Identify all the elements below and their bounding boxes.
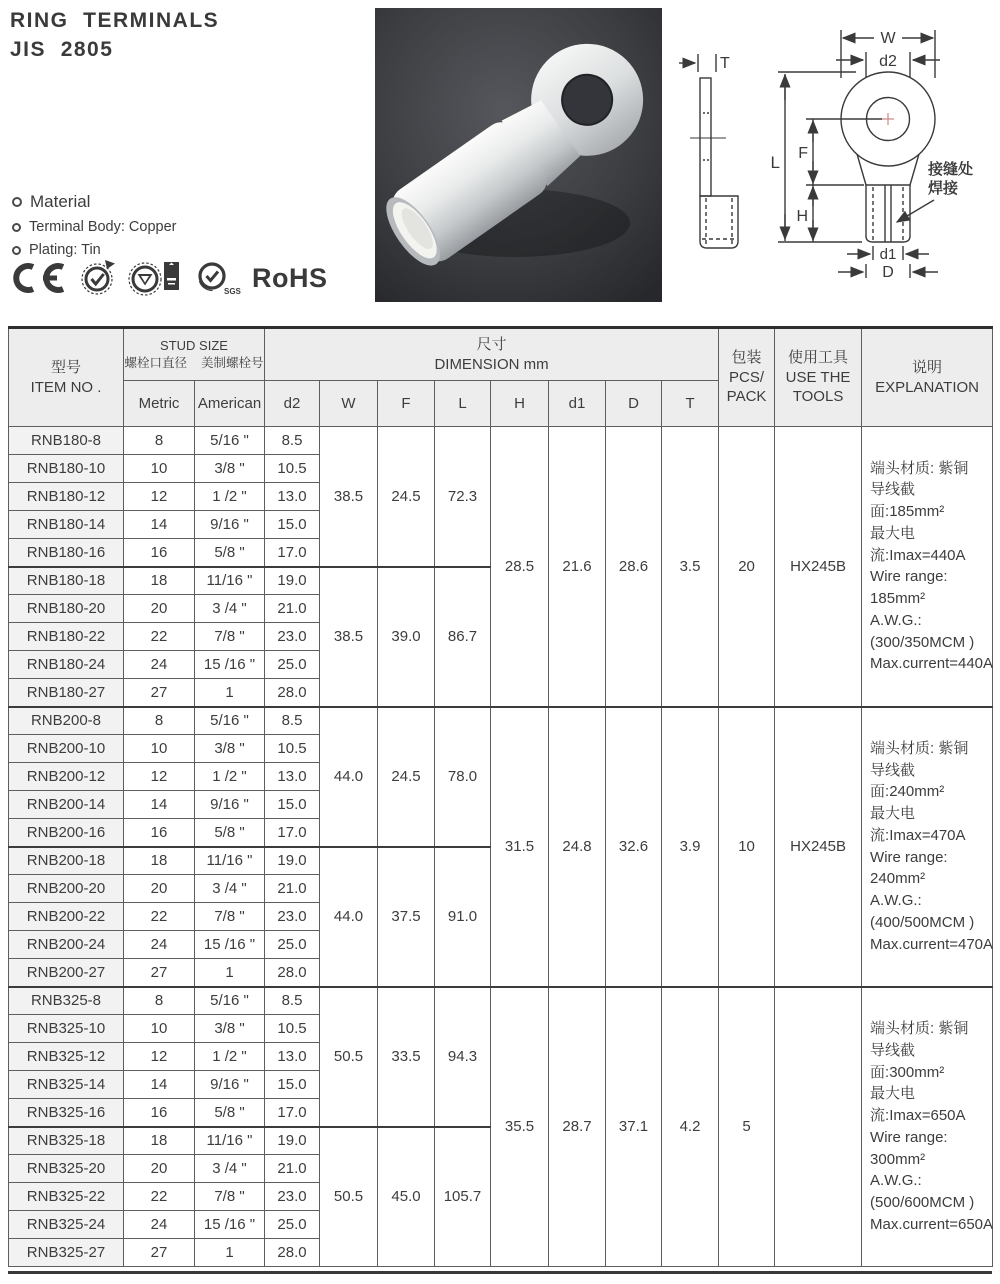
- explanation-en: EXPLANATION: [875, 378, 979, 396]
- cell-item: RNB200-20: [9, 875, 124, 903]
- tools-zh: 使用工具: [788, 349, 849, 367]
- cell-metric: 14: [124, 511, 195, 539]
- dim-label-f: F: [798, 145, 808, 162]
- cell-metric: 16: [124, 1099, 195, 1127]
- cell-item: RNB180-12: [9, 483, 124, 511]
- cell-metric: 10: [124, 1015, 195, 1043]
- cell-d1: 24.8: [549, 707, 606, 987]
- cell-tool: [775, 987, 862, 1267]
- cell-l: 78.0: [435, 707, 491, 847]
- cell-american: 3 /4 ": [195, 1155, 265, 1183]
- cell-h: 31.5: [491, 707, 549, 987]
- cell-w: 44.0: [320, 707, 378, 847]
- cell-american: 9/16 ": [195, 791, 265, 819]
- cell-d2: 23.0: [265, 623, 320, 651]
- cell-explanation: [862, 707, 993, 987]
- cell-metric: 24: [124, 1211, 195, 1239]
- cell-item: RNB180-20: [9, 595, 124, 623]
- cell-l: 86.7: [435, 567, 491, 707]
- cell-w: 50.5: [320, 1127, 378, 1267]
- cell-american: 3 /4 ": [195, 875, 265, 903]
- cell-item: RNB325-10: [9, 1015, 124, 1043]
- cell-f: 24.5: [378, 707, 435, 847]
- cell-american: 3 /4 ": [195, 595, 265, 623]
- col-explanation: [862, 328, 993, 427]
- col-metric: Metric: [124, 381, 195, 427]
- cell-metric: 22: [124, 623, 195, 651]
- cell-tool: HX245B: [775, 707, 862, 987]
- cell-item: RNB180-10: [9, 455, 124, 483]
- pack-en1: PCS/: [729, 368, 765, 386]
- cell-item: RNB200-12: [9, 763, 124, 791]
- cell-american: 11/16 ": [195, 567, 265, 595]
- cell-item: RNB325-16: [9, 1099, 124, 1127]
- explanation-line: 最大电流:Imax=440A: [870, 524, 966, 564]
- explanation-line: Max.current=470A: [870, 935, 994, 953]
- cell-d2: 13.0: [265, 483, 320, 511]
- bottom-divider: [8, 1271, 992, 1274]
- weld-note-line2: 焊接: [928, 180, 959, 197]
- cell-d2: 23.0: [265, 1183, 320, 1211]
- cell-metric: 24: [124, 651, 195, 679]
- cell-d2: 13.0: [265, 1043, 320, 1071]
- cell-d2: 15.0: [265, 791, 320, 819]
- cell-t: 4.2: [662, 987, 719, 1267]
- cell-d2: 25.0: [265, 931, 320, 959]
- col-h: H: [491, 381, 549, 427]
- explanation-line: 最大电流:Imax=470A: [870, 805, 966, 844]
- cell-item: RNB200-22: [9, 903, 124, 931]
- cell-item: RNB180-18: [9, 567, 124, 595]
- cell-metric: 24: [124, 931, 195, 959]
- cell-metric: 14: [124, 791, 195, 819]
- pack-en2: PACK: [726, 388, 767, 406]
- sgs-check-badge-icon: [193, 258, 241, 298]
- cell-w: 44.0: [320, 847, 378, 987]
- col-d: D: [606, 381, 662, 427]
- cell-american: 9/16 ": [195, 1071, 265, 1099]
- material-item-row: [12, 219, 177, 235]
- dimension-en: DIMENSION mm: [434, 355, 549, 373]
- cell-metric: 16: [124, 539, 195, 567]
- cell-item: RNB180-14: [9, 511, 124, 539]
- cell-f: 37.5: [378, 847, 435, 987]
- dimension-diagram-drawing: [676, 8, 994, 300]
- cell-item: RNB180-16: [9, 539, 124, 567]
- cell-american: 5/8 ": [195, 539, 265, 567]
- ring-terminal-photo-icon: [375, 8, 662, 302]
- cell-dd: 37.1: [606, 987, 662, 1267]
- dim-label-h: H: [796, 208, 808, 225]
- dim-label-t: T: [720, 55, 730, 72]
- explanation-line: 端头材质: 紫铜: [870, 1020, 969, 1037]
- cell-d2: 21.0: [265, 875, 320, 903]
- explanation-line: A.W.G.: (500/600MCM ): [870, 1172, 975, 1211]
- cell-metric: 20: [124, 1155, 195, 1183]
- cell-d2: 17.0: [265, 539, 320, 567]
- cell-item: RNB200-27: [9, 959, 124, 987]
- col-w: W: [320, 381, 378, 427]
- cell-american: 5/16 ": [195, 987, 265, 1015]
- cell-l: 72.3: [435, 427, 491, 567]
- col-use-tools: [775, 328, 862, 427]
- cell-h: 35.5: [491, 987, 549, 1267]
- cell-item: RNB180-24: [9, 651, 124, 679]
- cell-metric: 18: [124, 847, 195, 875]
- cell-american: 5/16 ": [195, 707, 265, 735]
- tools-en2: TOOLS: [792, 388, 844, 406]
- cell-american: 9/16 ": [195, 511, 265, 539]
- explanation-line: 端头材质: 紫铜: [870, 459, 969, 477]
- cell-item: RNB325-12: [9, 1043, 124, 1071]
- stud-zh-metric: 螺栓口直径: [124, 355, 187, 370]
- cell-item: RNB180-8: [9, 427, 124, 455]
- cell-american: 1 /2 ": [195, 1043, 265, 1071]
- cell-american: 3/8 ": [195, 455, 265, 483]
- cell-d2: 17.0: [265, 819, 320, 847]
- explanation-line: Wire range: 240mm²: [870, 848, 948, 888]
- bullet-icon: [12, 223, 21, 232]
- cell-metric: 12: [124, 1043, 195, 1071]
- cell-item: RNB325-22: [9, 1183, 124, 1211]
- cell-d2: 25.0: [265, 651, 320, 679]
- material-list: [12, 192, 177, 265]
- explanation-line: 导线截面:300mm²: [870, 1041, 945, 1081]
- cell-dd: 28.6: [606, 427, 662, 707]
- title-line2: JIS 2805: [10, 38, 114, 62]
- col-pcs-pack: [719, 328, 775, 427]
- cell-d2: 21.0: [265, 595, 320, 623]
- col-item-no: [9, 328, 124, 427]
- material-item: Terminal Body: Copper: [29, 219, 177, 235]
- cell-item: RNB200-18: [9, 847, 124, 875]
- cell-tool: HX245B: [775, 427, 862, 707]
- cell-explanation: [862, 987, 993, 1267]
- cell-d1: 21.6: [549, 427, 606, 707]
- explanation-line: Max.current=650A: [870, 1215, 994, 1233]
- cell-d2: 25.0: [265, 1211, 320, 1239]
- cell-t: 3.9: [662, 707, 719, 987]
- cell-d2: 13.0: [265, 763, 320, 791]
- cell-metric: 8: [124, 987, 195, 1015]
- ukas-quality-badge-icon: [128, 258, 182, 298]
- cell-d2: 28.0: [265, 959, 320, 987]
- cell-pcs: 20: [719, 427, 775, 707]
- material-header: Material: [30, 192, 91, 211]
- dim-label-d2: d2: [879, 53, 897, 70]
- title-line1: RING TERMINALS: [10, 9, 220, 32]
- col-f: F: [378, 381, 435, 427]
- cell-l: 91.0: [435, 847, 491, 987]
- page-header: [0, 0, 1000, 326]
- product-photo: [375, 8, 662, 302]
- cell-american: 15 /16 ": [195, 1211, 265, 1239]
- cell-metric: 20: [124, 595, 195, 623]
- cell-american: 1: [195, 679, 265, 707]
- cell-item: RNB325-18: [9, 1127, 124, 1155]
- cell-metric: 22: [124, 1183, 195, 1211]
- dimension-zh: 尺寸: [476, 336, 507, 353]
- stud-zh-american: 美制螺栓号: [201, 355, 264, 370]
- explanation-line: Wire range: 185mm²: [870, 568, 948, 607]
- explanation-line: 导线截面:240mm²: [870, 761, 945, 801]
- page-title: [10, 6, 219, 65]
- cell-metric: 14: [124, 1071, 195, 1099]
- cell-d2: 10.5: [265, 1015, 320, 1043]
- cell-d2: 8.5: [265, 987, 320, 1015]
- cell-american: 3/8 ": [195, 1015, 265, 1043]
- material-header-row: [12, 192, 177, 212]
- cell-item: RNB200-16: [9, 819, 124, 847]
- cell-metric: 12: [124, 483, 195, 511]
- cell-item: RNB180-22: [9, 623, 124, 651]
- cell-metric: 8: [124, 707, 195, 735]
- item-header-zh: 型号: [50, 359, 81, 376]
- table-row: [9, 427, 993, 455]
- cell-w: 38.5: [320, 427, 378, 567]
- cell-d2: 17.0: [265, 1099, 320, 1127]
- sgs-label: SGS: [224, 287, 241, 296]
- dim-label-w: W: [880, 30, 896, 47]
- cell-american: 15 /16 ": [195, 651, 265, 679]
- col-group-stud-size: [124, 328, 265, 381]
- cell-american: 5/8 ": [195, 1099, 265, 1127]
- cell-item: RNB325-14: [9, 1071, 124, 1099]
- col-american: American: [195, 381, 265, 427]
- cell-d2: 10.5: [265, 735, 320, 763]
- table-row: [9, 987, 993, 1015]
- explanation-line: Max.current=440A: [870, 655, 994, 673]
- table-body: [9, 427, 993, 1267]
- cell-american: 11/16 ": [195, 847, 265, 875]
- explanation-line: Wire range: 300mm²: [870, 1128, 948, 1168]
- ce-mark-icon: [8, 261, 68, 295]
- cell-american: 3/8 ": [195, 735, 265, 763]
- cell-metric: 10: [124, 735, 195, 763]
- cell-f: 39.0: [378, 567, 435, 707]
- cell-metric: 22: [124, 903, 195, 931]
- bullet-icon: [12, 197, 22, 207]
- dim-label-l: L: [770, 153, 780, 172]
- tools-en1: USE THE: [785, 368, 851, 386]
- cell-item: RNB325-8: [9, 987, 124, 1015]
- dimension-diagram: [676, 8, 994, 305]
- cell-item: RNB180-27: [9, 679, 124, 707]
- cell-l: 105.7: [435, 1127, 491, 1267]
- cell-h: 28.5: [491, 427, 549, 707]
- cell-f: 45.0: [378, 1127, 435, 1267]
- cell-d2: 21.0: [265, 1155, 320, 1183]
- cell-d2: 8.5: [265, 707, 320, 735]
- cell-dd: 32.6: [606, 707, 662, 987]
- cell-american: 15 /16 ": [195, 931, 265, 959]
- cell-d2: 10.5: [265, 455, 320, 483]
- cell-metric: 8: [124, 427, 195, 455]
- col-d1: d1: [549, 381, 606, 427]
- cell-metric: 18: [124, 567, 195, 595]
- cell-american: 7/8 ": [195, 903, 265, 931]
- explanation-line: 端头材质: 紫铜: [870, 739, 969, 757]
- certification-logos: [8, 256, 328, 300]
- cell-american: 7/8 ": [195, 623, 265, 651]
- cell-d2: 19.0: [265, 847, 320, 875]
- col-t: T: [662, 381, 719, 427]
- cell-metric: 16: [124, 819, 195, 847]
- dim-label-d: D: [882, 264, 894, 281]
- cell-l: 94.3: [435, 987, 491, 1127]
- bullet-icon: [12, 246, 21, 255]
- cell-d2: 23.0: [265, 903, 320, 931]
- table-header: [9, 328, 993, 427]
- item-header-en: ITEM NO .: [30, 378, 102, 396]
- explanation-line: 最大电流:Imax=650A: [870, 1085, 966, 1124]
- cell-item: RNB325-20: [9, 1155, 124, 1183]
- cell-w: 38.5: [320, 567, 378, 707]
- cell-item: RNB200-24: [9, 931, 124, 959]
- table-row: [9, 707, 993, 735]
- cell-d2: 28.0: [265, 1239, 320, 1267]
- cell-metric: 20: [124, 875, 195, 903]
- cell-american: 1 /2 ": [195, 483, 265, 511]
- cell-t: 3.5: [662, 427, 719, 707]
- cell-american: 1: [195, 1239, 265, 1267]
- stud-size-zh: [124, 355, 264, 371]
- explanation-line: A.W.G.: (300/350MCM ): [870, 611, 975, 651]
- cell-f: 33.5: [378, 987, 435, 1127]
- cell-d2: 19.0: [265, 567, 320, 595]
- cell-w: 50.5: [320, 987, 378, 1127]
- cell-item: RNB200-14: [9, 791, 124, 819]
- col-l: L: [435, 381, 491, 427]
- explanation-line: A.W.G.: (400/500MCM ): [870, 892, 975, 931]
- weld-note-line1: 接缝处: [928, 161, 974, 178]
- cell-d2: 8.5: [265, 427, 320, 455]
- cell-d2: 15.0: [265, 511, 320, 539]
- explanation-line: 导线截面:185mm²: [870, 481, 945, 520]
- cell-metric: 10: [124, 455, 195, 483]
- col-group-dimension: [265, 328, 719, 381]
- rohs-label: RoHS: [252, 262, 328, 293]
- cell-american: 11/16 ": [195, 1127, 265, 1155]
- cell-american: 1 /2 ": [195, 763, 265, 791]
- cell-american: 5/16 ": [195, 427, 265, 455]
- quality-check-badge-icon: [79, 259, 117, 297]
- pack-zh: 包装: [731, 349, 762, 367]
- cell-american: 5/8 ": [195, 819, 265, 847]
- col-d2: d2: [265, 381, 320, 427]
- material-item: Plating: Tin: [29, 242, 101, 258]
- cell-item: RNB200-8: [9, 707, 124, 735]
- cell-metric: 12: [124, 763, 195, 791]
- cell-d2: 15.0: [265, 1071, 320, 1099]
- cell-d2: 19.0: [265, 1127, 320, 1155]
- cell-item: RNB325-27: [9, 1239, 124, 1267]
- cell-f: 24.5: [378, 427, 435, 567]
- dim-label-d1: d1: [879, 246, 897, 263]
- cell-item: RNB325-24: [9, 1211, 124, 1239]
- header-row-groups: [9, 328, 993, 381]
- cell-metric: 18: [124, 1127, 195, 1155]
- cell-metric: 27: [124, 959, 195, 987]
- stud-size-en: STUD SIZE: [160, 337, 228, 353]
- cell-item: RNB200-10: [9, 735, 124, 763]
- cell-american: 7/8 ": [195, 1183, 265, 1211]
- cell-d2: 28.0: [265, 679, 320, 707]
- spec-table: [8, 326, 993, 1267]
- cell-pcs: 5: [719, 987, 775, 1267]
- cell-american: 1: [195, 959, 265, 987]
- cell-metric: 27: [124, 1239, 195, 1267]
- cell-pcs: 10: [719, 707, 775, 987]
- cell-d1: 28.7: [549, 987, 606, 1267]
- cell-explanation: [862, 427, 993, 707]
- explanation-zh: 说明: [912, 359, 943, 376]
- cell-metric: 27: [124, 679, 195, 707]
